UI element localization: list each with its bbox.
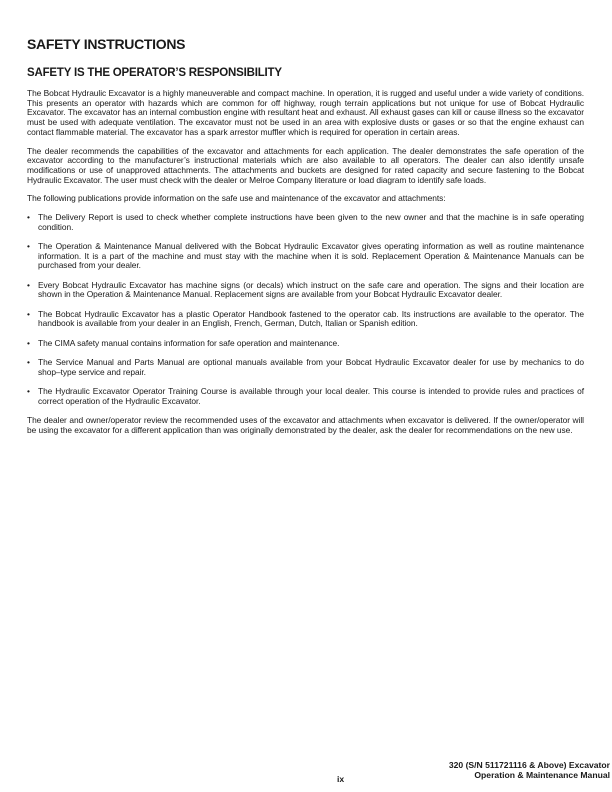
list-item-text: The Operation & Maintenance Manual delivered with the Bobcat Hydraulic Excavator gives operating information as well as routine maintenance information. It is a part of the machine and must stay with the machine when it is sold. Replacement Operation & Maintenance Manuals can be purchased from your dealer. — [38, 241, 584, 271]
publications-list — [27, 213, 584, 406]
manual-title — [449, 760, 610, 780]
list-item — [27, 242, 584, 271]
closing-paragraph: The dealer and owner/operator review the recommended uses of the excavator and attachments when excavator is delivered. If the owner/operator will be using the excavator for a different application than was originally demonstrated by the dealer, ask the dealer for recommendations on the new use. — [27, 415, 584, 435]
list-item-text: The Service Manual and Parts Manual are optional manuals available from your Bobcat Hydraulic Excavator dealer for use by mechanics to do shop–type service and repair. — [38, 357, 584, 377]
page-number: ix — [337, 774, 345, 784]
list-item-text: The CIMA safety manual contains information for safe operation and maintenance. — [38, 337, 340, 348]
bullet-icon: • — [27, 241, 30, 252]
section-heading: SAFETY IS THE OPERATOR’S RESPONSIBILITY — [27, 67, 282, 79]
dealer-paragraph: The dealer recommends the capabilities of the excavator and attachments for each application. The dealer demonstrates the safe operation of the excavator according to the manufacturer’s instructional materials which are also available to all operators. The dealer can also identify unsafe modifications or use of unapproved attachments. The attachments and buckets are designed for rated capacity and secure fastening to the Bobcat Hydraulic Excavator. The user must check with the dealer or Melroe Company literature or load diagram to identify safe loads. — [27, 145, 584, 185]
manual-title-line2: Operation & Maintenance Manual — [474, 770, 610, 780]
publications-intro: The following publications provide information on the safe use and maintenance of the excavator and attachments: — [27, 193, 446, 204]
bullet-icon: • — [27, 212, 30, 223]
page-title: SAFETY INSTRUCTIONS — [27, 36, 186, 52]
bullet-icon: • — [27, 279, 30, 290]
list-item-text: The Bobcat Hydraulic Excavator has a plastic Operator Handbook fastened to the operator cab. Its instructions are available to the operator. The handbook is available from your dealer in an English, French, German, Dutch, Italian or Spanish edition. — [38, 308, 584, 329]
list-item — [27, 339, 584, 349]
list-item-text: Every Bobcat Hydraulic Excavator has machine signs (or decals) which instruct on the safe care and operation. The signs and their location are shown in the Operation & Maintenance Manual. Replacement signs are available from your Bobcat Hydraulic Excavator dealer. — [38, 279, 584, 300]
manual-title-line1: 320 (S/N 511721116 & Above) Excavator — [448, 760, 610, 770]
list-item — [27, 213, 584, 232]
bullet-icon: • — [27, 386, 30, 397]
intro-paragraph: The Bobcat Hydraulic Excavator is a highly maneuverable and compact machine. In operation, it is rugged and useful under a wide variety of conditions. This presents an operator with hazards which are common for off highway, rough terrain applications but not unique for use of Bobcat Hydraulic Excavator. The excavator has an internal combustion engine with resultant heat and exhaust. All exhaust gases can kill or cause illness so the excavator must be used with adequate ventilation. The excavator must not be used in an area with explosive dusts or gases or so that the engine exhaust can contact flammable material. The excavator has a spark arrestor muffler which is required for operation in certain areas. — [27, 88, 584, 137]
page-content — [27, 36, 584, 435]
list-item-text: The Delivery Report is used to check whether complete instructions have been given to the new owner and that the machine is in safe operating condition. — [38, 212, 584, 232]
bullet-icon: • — [27, 357, 30, 368]
list-item — [27, 281, 584, 300]
list-item-text: The Hydraulic Excavator Operator Training Course is available through your local dealer. This course is intended to provide rules and practices of correct operation of the Hydraulic Excavator. — [38, 386, 584, 406]
list-item — [27, 358, 584, 377]
list-item — [27, 310, 584, 329]
bullet-icon: • — [27, 337, 30, 348]
bullet-icon: • — [27, 308, 30, 319]
list-item — [27, 387, 584, 406]
